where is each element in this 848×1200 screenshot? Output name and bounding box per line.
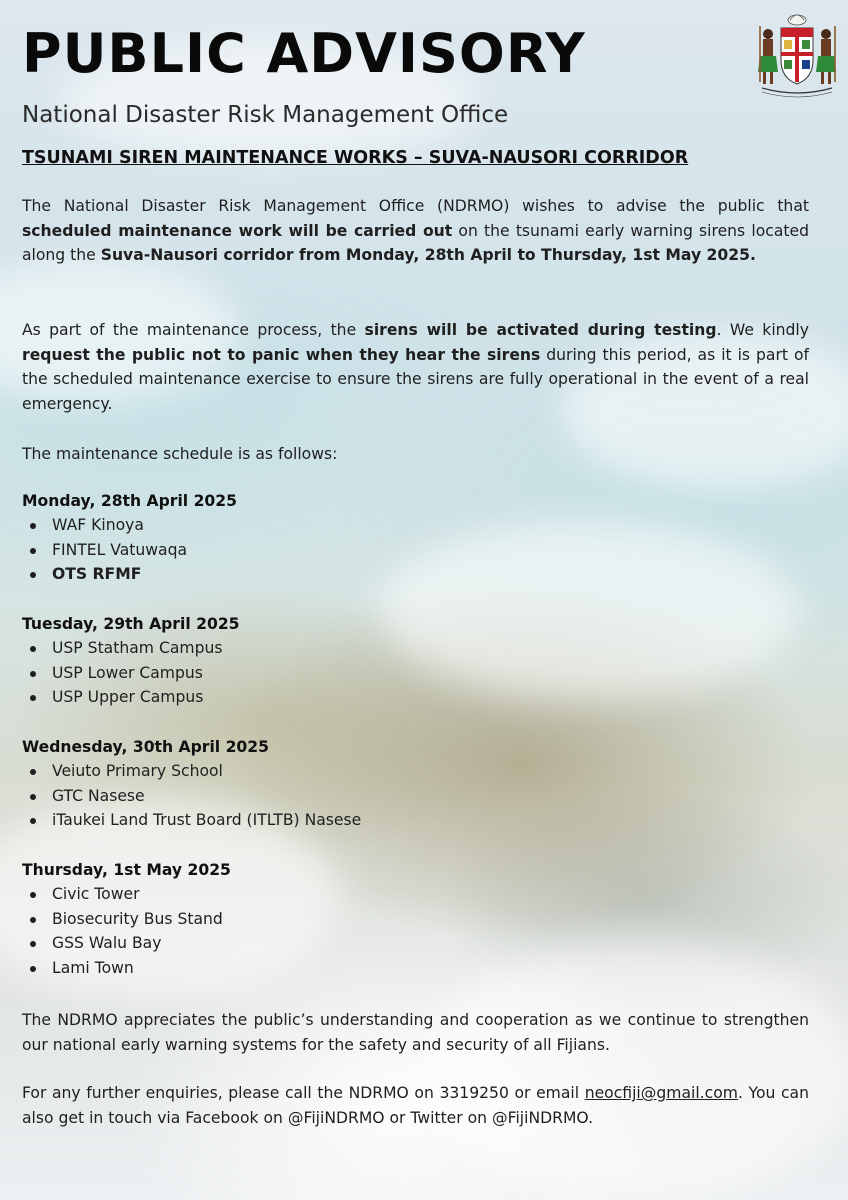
coat-of-arms-icon [754, 12, 840, 98]
process-paragraph: As part of the maintenance process, the sirens will be activated during testing. We kindly request the public not to panic when they hear the sirens during this period, as it is part of the scheduled maintenance exercise to ensure the sirens are fully operational in the event of a real emergency. [22, 321, 809, 413]
list-item: GSS Walu Bay [28, 931, 223, 956]
twitter-handle: @FijiNDRMO [492, 1108, 589, 1127]
list-item: Lami Town [28, 956, 223, 981]
list-item: iTaukei Land Trust Board (ITLTB) Nasese [28, 808, 361, 833]
schedule-site-list [28, 759, 361, 833]
list-item: Veiuto Primary School [28, 759, 361, 784]
list-item: OTS RFMF [28, 562, 187, 587]
closing-paragraph: The NDRMO appreciates the public’s understanding and cooperation as we continue to strengthen our national early warning systems for the safety and security of all Fijians. [22, 1011, 809, 1054]
list-item: GTC Nasese [28, 784, 361, 809]
schedule-intro: The maintenance schedule is as follows: [22, 445, 338, 463]
email-link[interactable]: neocfiji@gmail.com [584, 1084, 738, 1102]
contact-paragraph: For any further enquiries, please call the NDRMO on 3319250 or email neocfiji@gmail.com. You can also get in touch via Facebook on @FijiNDRMO or Twitter on @FijiNDRMO. [22, 1084, 809, 1127]
bullet-icon [30, 548, 36, 554]
bullet-icon [30, 769, 36, 775]
page-title: PUBLIC ADVISORY [22, 22, 586, 85]
schedule-day-title: Thursday, 1st May 2025 [22, 861, 231, 879]
bullet-icon [30, 523, 36, 529]
schedule-site-list [28, 513, 187, 587]
bullet-icon [30, 892, 36, 898]
office-name: National Disaster Risk Management Office [22, 102, 509, 128]
schedule-day-title: Monday, 28th April 2025 [22, 492, 237, 510]
list-item: USP Statham Campus [28, 636, 222, 661]
bullet-icon [30, 966, 36, 972]
bullet-icon [30, 818, 36, 824]
list-item: Biosecurity Bus Stand [28, 907, 223, 932]
phone-number: 3319250 [439, 1084, 509, 1102]
list-item: USP Lower Campus [28, 661, 222, 686]
advisory-heading: TSUNAMI SIREN MAINTENANCE WORKS – SUVA-NAUSORI CORRIDOR [22, 148, 689, 168]
intro-paragraph: The National Disaster Risk Management Office (NDRMO) wishes to advise the public that scheduled maintenance work will be carried out on the tsunami early warning sirens located along the Suva-Nausori corridor from Monday, 28th April to Thursday, 1st May 2025. [22, 197, 809, 265]
bullet-icon [30, 646, 36, 652]
bullet-icon [30, 794, 36, 800]
bullet-icon [30, 671, 36, 677]
schedule-site-list [28, 882, 223, 980]
bullet-icon [30, 917, 36, 923]
schedule-day-title: Wednesday, 30th April 2025 [22, 738, 269, 756]
schedule-site-list [28, 636, 222, 710]
schedule-day-title: Tuesday, 29th April 2025 [22, 615, 240, 633]
bullet-icon [30, 572, 36, 578]
list-item: FINTEL Vatuwaqa [28, 538, 187, 563]
list-item: USP Upper Campus [28, 685, 222, 710]
list-item: Civic Tower [28, 882, 223, 907]
list-item: WAF Kinoya [28, 513, 187, 538]
bullet-icon [30, 941, 36, 947]
facebook-handle: @FijiNDRMO [287, 1108, 385, 1127]
bullet-icon [30, 695, 36, 701]
